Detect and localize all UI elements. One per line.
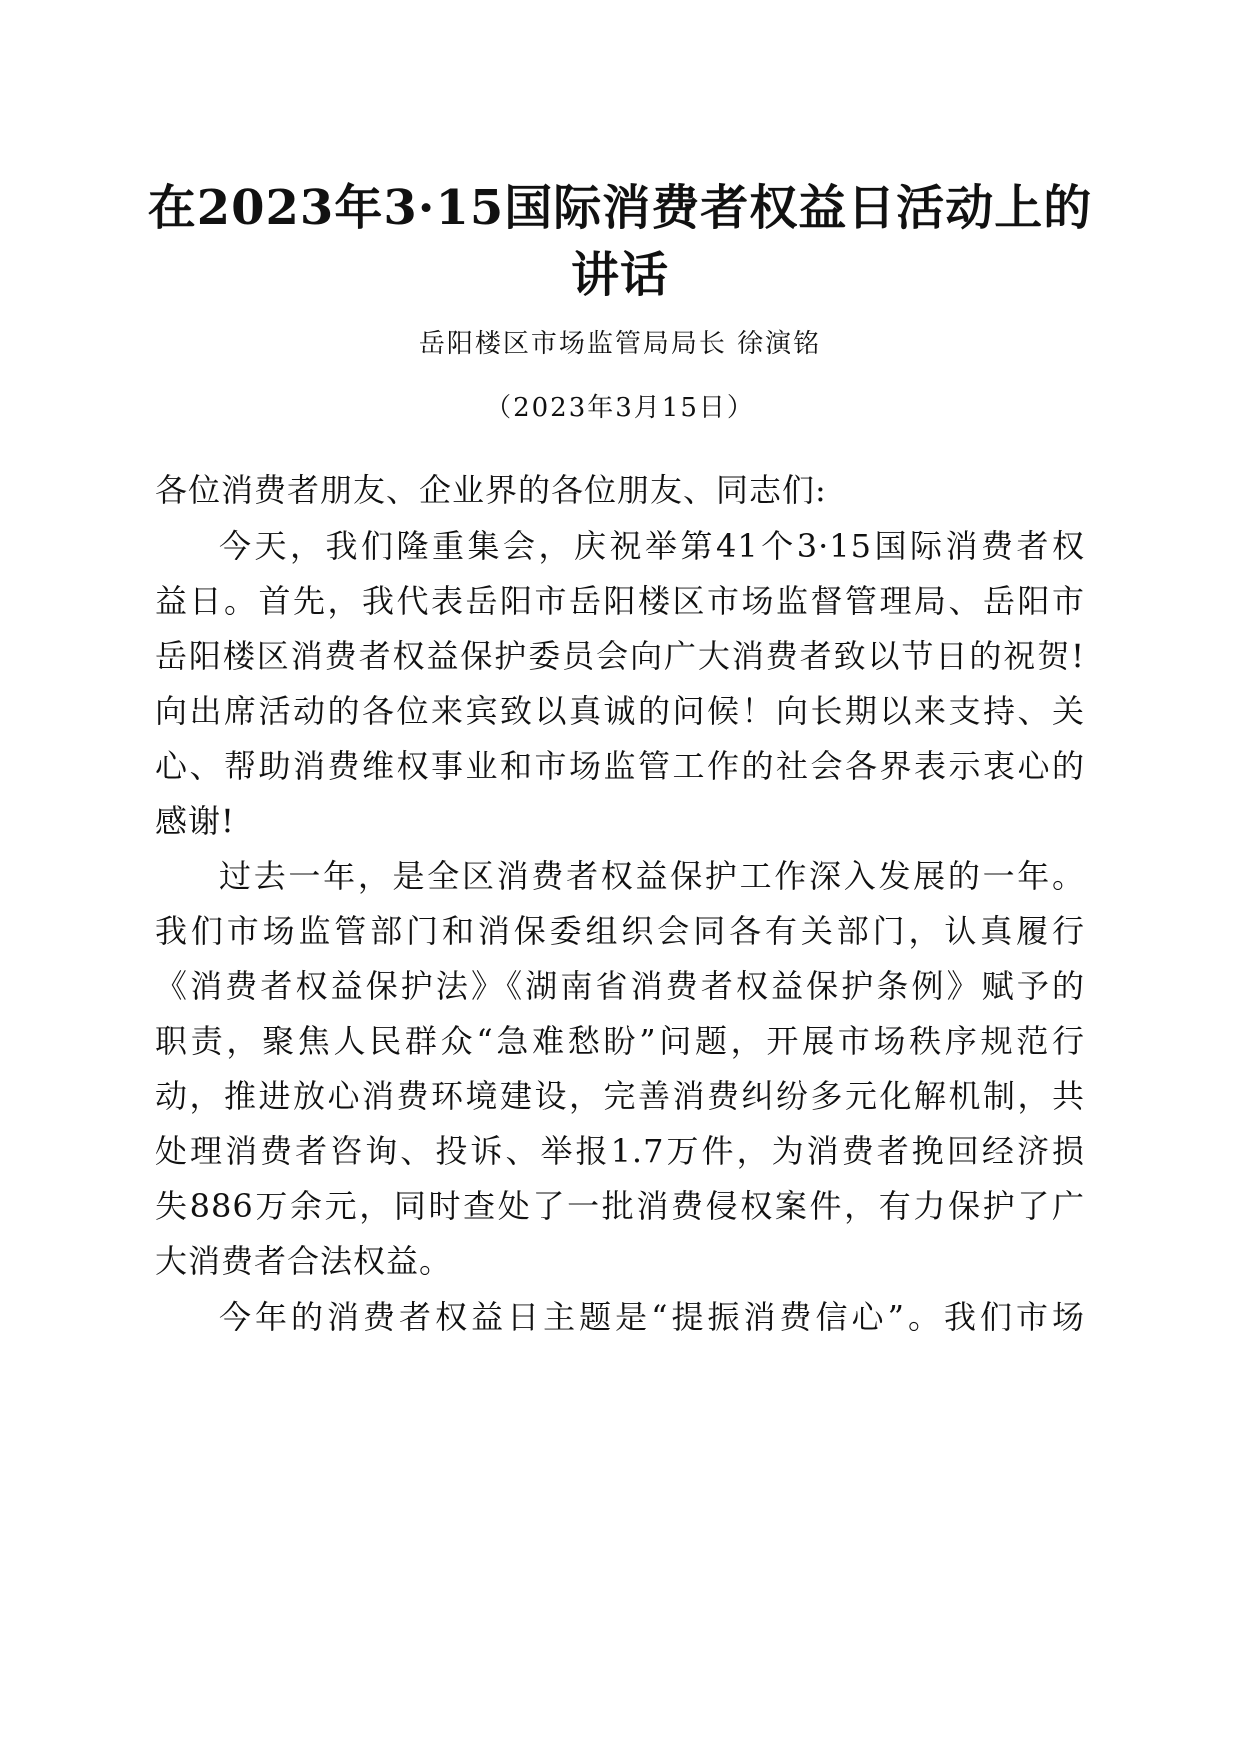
salutation: 各位消费者朋友、企业界的各位朋友、同志们: xyxy=(155,471,827,509)
paragraph-2-line-2: 我们市场监管部门和消保委组织会同各有关部门，认真履行 xyxy=(155,912,1085,950)
paragraph-3-line-1: 今年的消费者权益日主题是“提振消费信心”。我们市场 xyxy=(219,1298,1085,1336)
paragraph-1-line-5: 心、帮助消费维权事业和市场监管工作的社会各界表示衷心的 xyxy=(155,747,1085,785)
paragraph-1-line-3: 岳阳楼区消费者权益保护委员会向广大消费者致以节日的祝贺! xyxy=(155,637,1085,675)
document-title-line-1: 在2023年3·15国际消费者权益日活动上的 xyxy=(147,180,1093,236)
paragraph-1-line-2: 益日。首先，我代表岳阳市岳阳楼区市场监督管理局、岳阳市 xyxy=(155,582,1085,620)
author-byline: 岳阳楼区市场监管局局长 徐演铭 xyxy=(418,329,822,359)
paragraph-2-line-7: 失886万余元，同时查处了一批消费侵权案件，有力保护了广 xyxy=(155,1187,1085,1225)
paragraph-1-line-1: 今天，我们隆重集会，庆祝举第41个3·15国际消费者权 xyxy=(219,527,1085,565)
paragraph-2-line-8: 大消费者合法权益。 xyxy=(155,1242,453,1280)
paragraph-2-line-3: 《消费者权益保护法》《湖南省消费者权益保护条例》赋予的 xyxy=(155,967,1085,1005)
document-title-line-2: 讲话 xyxy=(570,247,669,303)
speech-date: （2023年3月15日） xyxy=(485,393,755,423)
paragraph-2-line-6: 处理消费者咨询、投诉、举报1.7万件，为消费者挽回经济损 xyxy=(155,1132,1085,1170)
paragraph-2-line-4: 职责，聚焦人民群众“急难愁盼”问题，开展市场秩序规范行 xyxy=(155,1022,1085,1060)
paragraph-1-line-4: 向出席活动的各位来宾致以真诚的问候！向长期以来支持、关 xyxy=(155,692,1085,730)
paragraph-1-line-6: 感谢! xyxy=(155,802,235,840)
paragraph-2-line-5: 动，推进放心消费环境建设，完善消费纠纷多元化解机制，共 xyxy=(155,1077,1085,1115)
paragraph-2-line-1: 过去一年，是全区消费者权益保护工作深入发展的一年。 xyxy=(219,857,1085,895)
